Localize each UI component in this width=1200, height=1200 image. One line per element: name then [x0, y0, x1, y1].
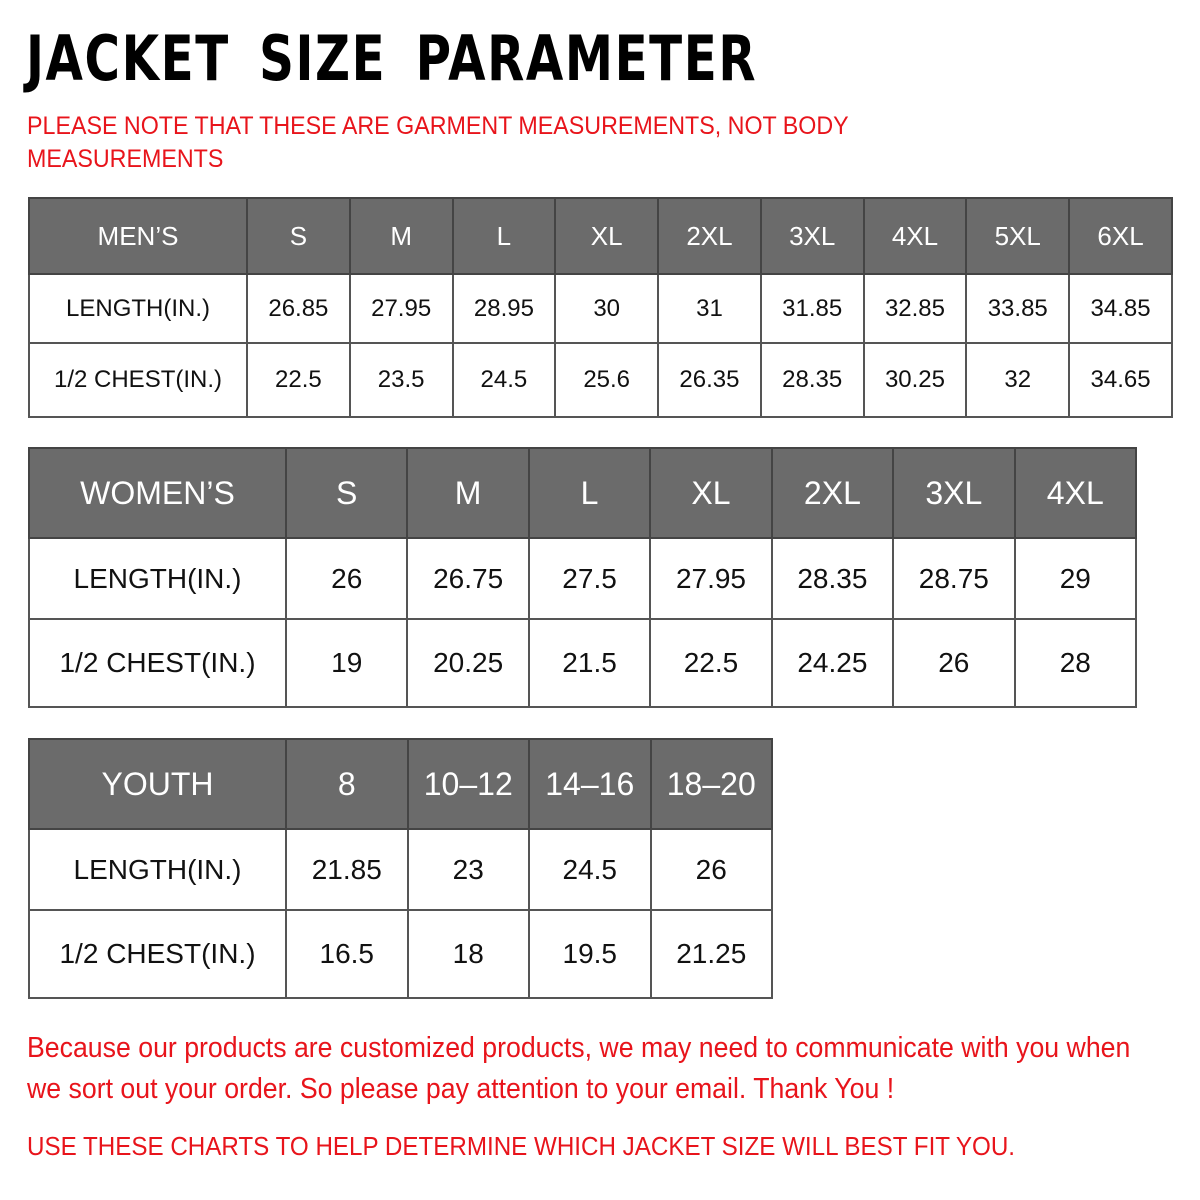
- table-row: [29, 910, 772, 998]
- table-row: [29, 538, 1136, 619]
- row-label: 1/2 CHEST(IN.): [29, 343, 247, 417]
- measurement-cell: 19.5: [529, 910, 651, 998]
- measurement-cell: 26.85: [247, 274, 350, 343]
- row-label: 1/2 CHEST(IN.): [29, 910, 286, 998]
- size-header: S: [286, 448, 407, 538]
- womens-size-table: [28, 447, 1137, 708]
- size-header: 8: [286, 739, 408, 829]
- measurement-cell: 21.25: [651, 910, 773, 998]
- measurement-cell: 28.35: [772, 538, 893, 619]
- size-header: 4XL: [1015, 448, 1136, 538]
- measurement-cell: 27.5: [529, 538, 650, 619]
- size-header: 2XL: [772, 448, 893, 538]
- measurement-cell: 16.5: [286, 910, 408, 998]
- size-header: 4XL: [864, 198, 967, 274]
- measurement-cell: 30.25: [864, 343, 967, 417]
- row-label: 1/2 CHEST(IN.): [29, 619, 286, 707]
- measurement-cell: 27.95: [650, 538, 771, 619]
- mens-size-table: [28, 197, 1173, 418]
- size-header: XL: [650, 448, 771, 538]
- measurement-cell: 31: [658, 274, 761, 343]
- measurement-cell: 26: [893, 619, 1014, 707]
- measurement-cell: 21.5: [529, 619, 650, 707]
- header-row: [29, 739, 772, 829]
- size-header: M: [350, 198, 453, 274]
- measurement-cell: 26: [651, 829, 773, 910]
- table-row: [29, 343, 1172, 417]
- size-header: 3XL: [893, 448, 1014, 538]
- measurement-cell: 28: [1015, 619, 1136, 707]
- customization-message: Because our products are customized products, we may need to communicate with you when we sort out your order. So please pay attention to your email. Thank You !: [27, 1032, 1131, 1105]
- size-header: L: [453, 198, 556, 274]
- fit-advice: USE THESE CHARTS TO HELP DETERMINE WHICH JACKET SIZE WILL BEST FIT YOU.: [27, 1131, 1016, 1161]
- measurement-cell: 26: [286, 538, 407, 619]
- measurement-cell: 32: [966, 343, 1069, 417]
- youth-size-table: [28, 738, 773, 999]
- row-label: LENGTH(IN.): [29, 829, 286, 910]
- measurement-cell: 29: [1015, 538, 1136, 619]
- measurement-cell: 24.5: [453, 343, 556, 417]
- measurement-cell: 27.95: [350, 274, 453, 343]
- measurement-cell: 31.85: [761, 274, 864, 343]
- measurement-cell: 26.35: [658, 343, 761, 417]
- measurement-cell: 26.75: [407, 538, 528, 619]
- measurement-cell: 21.85: [286, 829, 408, 910]
- header-row: [29, 448, 1136, 538]
- measurement-cell: 34.65: [1069, 343, 1172, 417]
- measurement-cell: 28.95: [453, 274, 556, 343]
- measurement-cell: 19: [286, 619, 407, 707]
- size-header: 2XL: [658, 198, 761, 274]
- measurement-cell: 28.35: [761, 343, 864, 417]
- row-label: LENGTH(IN.): [29, 274, 247, 343]
- size-header: S: [247, 198, 350, 274]
- measurement-cell: 22.5: [247, 343, 350, 417]
- size-header: 18–20: [651, 739, 773, 829]
- measurement-cell: 22.5: [650, 619, 771, 707]
- row-label: LENGTH(IN.): [29, 538, 286, 619]
- size-header: 6XL: [1069, 198, 1172, 274]
- size-header: M: [407, 448, 528, 538]
- measurement-cell: 33.85: [966, 274, 1069, 343]
- size-header: 5XL: [966, 198, 1069, 274]
- measurement-cell: 18: [408, 910, 530, 998]
- measurement-cell: 24.5: [529, 829, 651, 910]
- measurement-note: PLEASE NOTE THAT THESE ARE GARMENT MEASUREMENTS, NOT BODY MEASUREMENTS: [27, 112, 849, 173]
- header-row: [29, 198, 1172, 274]
- size-header: XL: [555, 198, 658, 274]
- table-row: [29, 274, 1172, 343]
- table-row: [29, 619, 1136, 707]
- category-header: WOMEN’S: [29, 448, 286, 538]
- measurement-cell: 28.75: [893, 538, 1014, 619]
- category-header: MEN’S: [29, 198, 247, 274]
- measurement-cell: 34.85: [1069, 274, 1172, 343]
- size-header: L: [529, 448, 650, 538]
- category-header: YOUTH: [29, 739, 286, 829]
- measurement-cell: 24.25: [772, 619, 893, 707]
- page-title: JACKET SIZE PARAMETER: [26, 22, 758, 95]
- measurement-cell: 25.6: [555, 343, 658, 417]
- measurement-cell: 32.85: [864, 274, 967, 343]
- size-header: 10–12: [408, 739, 530, 829]
- measurement-cell: 23: [408, 829, 530, 910]
- measurement-cell: 23.5: [350, 343, 453, 417]
- size-header: 14–16: [529, 739, 651, 829]
- table-row: [29, 829, 772, 910]
- measurement-cell: 30: [555, 274, 658, 343]
- measurement-cell: 20.25: [407, 619, 528, 707]
- size-header: 3XL: [761, 198, 864, 274]
